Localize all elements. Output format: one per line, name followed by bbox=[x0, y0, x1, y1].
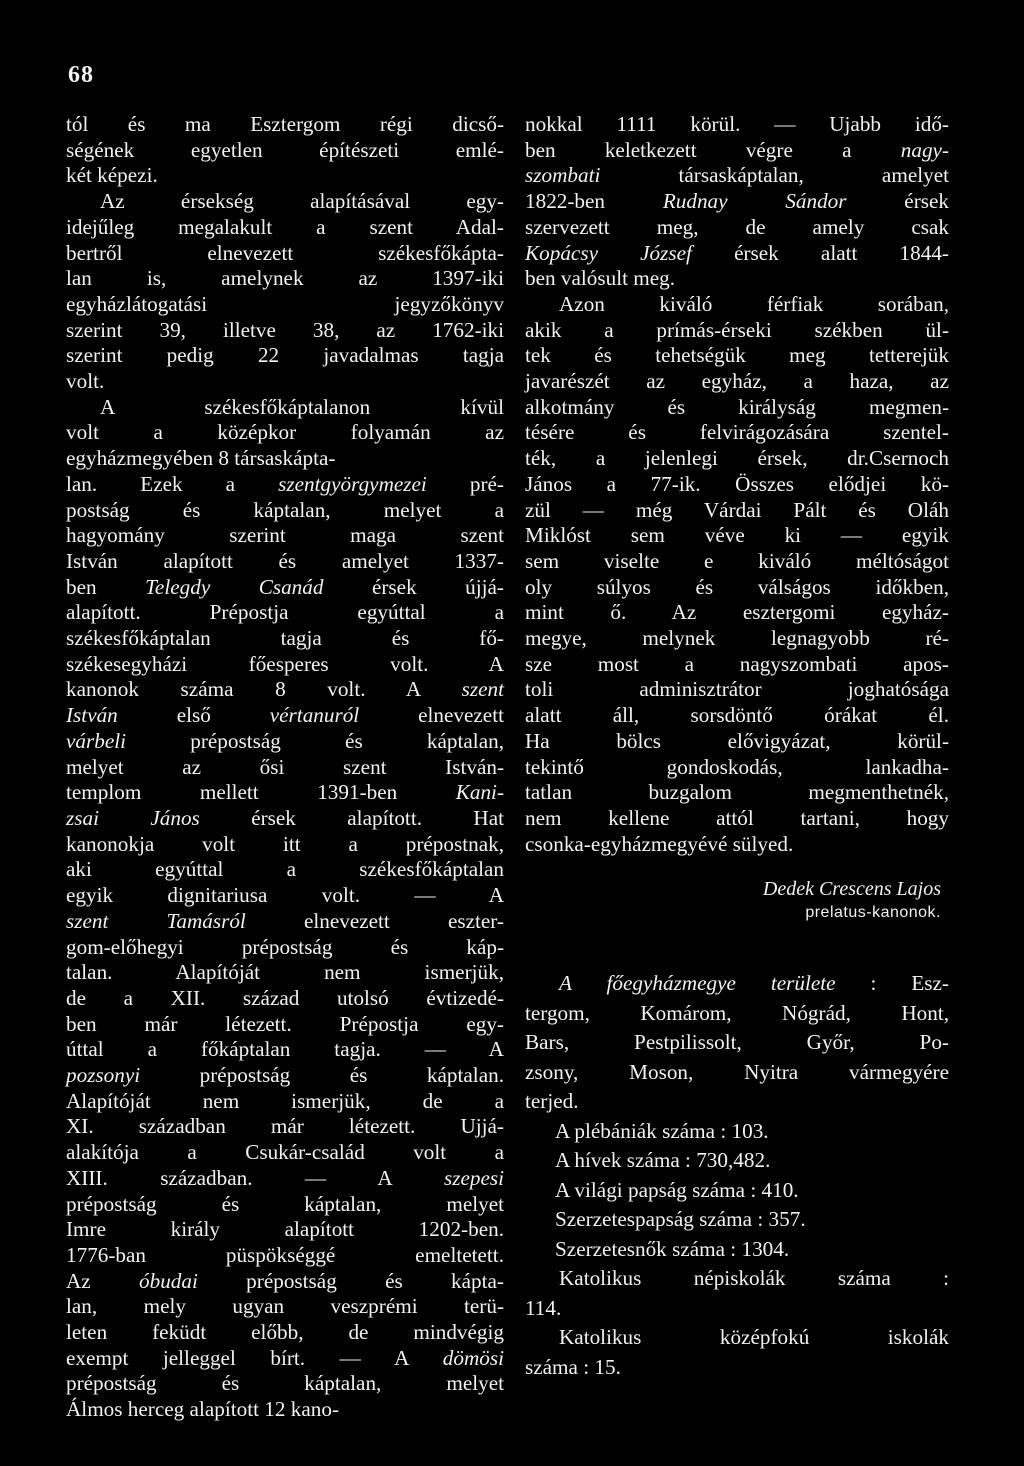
text-line bbox=[525, 549, 949, 575]
text-segment: tésére és felvirágozására szentel- bbox=[525, 420, 949, 445]
text-line bbox=[66, 575, 504, 601]
italic-text: zsai János bbox=[66, 805, 200, 830]
text-segment: Miklóst sem véve ki — egyik bbox=[525, 523, 949, 548]
text-line bbox=[66, 189, 504, 215]
stat-primary-schools-value: 114. bbox=[525, 1295, 562, 1320]
text-line bbox=[66, 343, 504, 369]
text-line bbox=[66, 857, 504, 883]
diocese-territory bbox=[525, 969, 949, 1117]
text-segment: ték, a jelenlegi érsek, dr.Csernoch bbox=[525, 446, 949, 471]
text-line bbox=[66, 292, 504, 318]
text-line bbox=[66, 241, 504, 267]
text-line bbox=[66, 1294, 504, 1320]
text-segment: : Esz- bbox=[835, 971, 949, 996]
stat-religious-clergy: Szerzetespapság száma : 357. bbox=[555, 1207, 806, 1232]
text-segment: ségének egyetlen építészeti emlé- bbox=[66, 137, 504, 162]
text-segment: idejűleg megalakult a szent Adal- bbox=[66, 214, 504, 239]
text-segment: kanonokja volt itt a prépostnak, bbox=[66, 831, 504, 856]
text-line bbox=[66, 498, 504, 524]
text-segment: oly súlyos és válságos időkben, bbox=[525, 574, 949, 599]
text-line bbox=[525, 575, 949, 601]
italic-text: Telegdy Csanád bbox=[145, 574, 324, 599]
text-line bbox=[525, 999, 949, 1029]
text-segment: egyházmegyében 8 társaskáptа- bbox=[66, 446, 336, 471]
stat-nuns: Szerzetesnők száma : 1304. bbox=[555, 1236, 790, 1261]
text-segment: érsek bbox=[846, 189, 950, 214]
text-segment: ben valósult meg. bbox=[525, 266, 676, 291]
text-line bbox=[525, 600, 949, 626]
text-line bbox=[525, 729, 949, 755]
text-line bbox=[525, 369, 949, 395]
text-segment: tól és ma Esztergom régi dicső- bbox=[66, 112, 504, 136]
text-segment: tatlan buzgalom megmenthetnék, bbox=[525, 780, 949, 805]
text-line bbox=[66, 1166, 504, 1192]
text-line bbox=[66, 138, 504, 164]
text-line bbox=[66, 755, 504, 781]
text-line bbox=[66, 266, 504, 292]
text-line bbox=[66, 163, 504, 189]
text-segment: XIII. században. — A bbox=[66, 1165, 444, 1190]
text-line bbox=[66, 369, 504, 395]
text-segment: Azon kiváló férfiak sorában, bbox=[559, 291, 949, 316]
text-segment: volt a középkor folyamán az bbox=[66, 420, 504, 445]
text-segment: Az bbox=[66, 1268, 140, 1293]
text-segment: sem viselte e kiváló méltóságot bbox=[525, 548, 949, 573]
text-segment: prépostság és káptalan, melyet bbox=[66, 1191, 504, 1216]
text-segment: Ha bölcs elővigyázat, körül- bbox=[525, 728, 949, 753]
text-segment: ben keletkezett végre a bbox=[525, 137, 901, 162]
italic-text: István bbox=[66, 703, 118, 728]
text-line bbox=[525, 472, 949, 498]
text-line bbox=[66, 1089, 504, 1115]
text-line bbox=[525, 446, 949, 472]
text-segment: prépostság és káptalan. bbox=[140, 1063, 504, 1088]
text-line bbox=[525, 1028, 949, 1058]
text-line bbox=[525, 677, 949, 703]
text-line bbox=[525, 266, 949, 292]
stat-parishes: A plébániák száma : 103. bbox=[555, 1118, 769, 1143]
italic-text: A főegyházmegye területe bbox=[559, 971, 836, 996]
text-segment: prépostság és káptalan, bbox=[126, 728, 504, 753]
text-segment: egyházlátogatási jegyzőkönyv bbox=[66, 291, 504, 316]
page-number: 68 bbox=[68, 62, 94, 88]
text-segment: volt. bbox=[66, 369, 105, 394]
text-segment: alapított. Prépostja egyúttal a bbox=[66, 600, 504, 625]
text-line bbox=[66, 703, 504, 729]
right-column bbox=[525, 112, 949, 1382]
text-line bbox=[525, 241, 949, 267]
text-segment: kanonok száma 8 volt. A bbox=[66, 677, 462, 702]
italic-text: Kopácsy József bbox=[525, 240, 692, 265]
text-segment: zsony, Moson, Nyitra vármegyére bbox=[525, 1059, 949, 1084]
text-segment: úttal a főkáptalan tagja. — A bbox=[66, 1037, 504, 1062]
italic-text: dömösi bbox=[442, 1345, 504, 1370]
text-line bbox=[525, 112, 949, 138]
text-line bbox=[66, 626, 504, 652]
text-line bbox=[525, 420, 949, 446]
italic-text: szent bbox=[461, 677, 504, 702]
text-segment: nem kellene attól tartani, hogy bbox=[525, 805, 949, 830]
text-segment: első bbox=[117, 703, 270, 728]
text-segment: társaskáptalan, amelyet bbox=[600, 163, 949, 188]
text-line bbox=[66, 806, 504, 832]
italic-text: szent Tamásról bbox=[66, 908, 246, 933]
text-line bbox=[66, 832, 504, 858]
text-segment: lan. Ezek a bbox=[66, 471, 279, 496]
text-segment: Imre király alapított 1202-ben. bbox=[66, 1217, 504, 1242]
text-line bbox=[525, 343, 949, 369]
text-line bbox=[66, 523, 504, 549]
text-segment: tek és tehetségük meg tetterejük bbox=[525, 343, 949, 368]
text-line bbox=[66, 600, 504, 626]
text-segment: javarészét az egyház, a haza, az bbox=[525, 369, 949, 394]
text-line bbox=[66, 909, 504, 935]
text-segment: elnevezett eszter- bbox=[245, 908, 504, 933]
text-line bbox=[66, 780, 504, 806]
text-segment: elnevezett bbox=[359, 703, 504, 728]
text-line bbox=[525, 969, 949, 999]
italic-text: nagy- bbox=[900, 137, 949, 162]
text-line bbox=[66, 1114, 504, 1140]
text-line bbox=[66, 1320, 504, 1346]
text-line bbox=[525, 318, 949, 344]
text-segment: leten feküdt előbb, de mindvégig bbox=[66, 1320, 504, 1345]
text-line bbox=[525, 292, 949, 318]
text-segment: toli adminisztrátor joghatósága bbox=[525, 677, 949, 702]
text-line bbox=[66, 112, 504, 138]
text-line bbox=[66, 677, 504, 703]
text-segment: hagyomány szerint maga szent bbox=[66, 523, 504, 548]
text-segment: tergom, Komárom, Nógrád, Hont, bbox=[525, 1000, 949, 1025]
text-line bbox=[66, 395, 504, 421]
text-segment: prépostság és káptalan, melyet bbox=[66, 1371, 504, 1396]
text-segment: lan is, amelynek az 1397-iki bbox=[66, 266, 504, 291]
text-segment: Alapítóját nem ismerjük, de a bbox=[66, 1088, 504, 1113]
text-segment: Bars, Pestpilissolt, Győr, Po- bbox=[525, 1030, 949, 1055]
text-segment: megye, melynek legnagyobb ré- bbox=[525, 626, 949, 651]
text-line bbox=[66, 1397, 504, 1423]
text-segment: akik a prímás-érseki székben ül- bbox=[525, 317, 949, 342]
stat-primary-schools-label: Katolikus népiskolák száma : bbox=[559, 1266, 949, 1291]
text-segment: lan, mely ugyan veszprémi terü- bbox=[66, 1294, 504, 1319]
text-segment: szervezett meg, de amely csak bbox=[525, 214, 949, 239]
text-line bbox=[66, 960, 504, 986]
signature bbox=[525, 877, 949, 925]
text-segment: János a 77-ik. Összes elődjei kö- bbox=[525, 471, 949, 496]
text-segment: tekintő gondoskodás, lankadha- bbox=[525, 754, 949, 779]
text-line bbox=[525, 626, 949, 652]
text-line bbox=[66, 935, 504, 961]
text-segment: 1822-ben bbox=[525, 189, 663, 214]
text-line bbox=[525, 189, 949, 215]
left-column bbox=[66, 112, 504, 1423]
text-line bbox=[66, 215, 504, 241]
text-segment: székesegyházi főesperes volt. A bbox=[66, 651, 504, 676]
italic-text: szombati bbox=[525, 163, 601, 188]
text-segment: egyik dignitariusa volt. — A bbox=[66, 883, 504, 908]
text-line bbox=[525, 1058, 949, 1088]
signature-title: prelatus-kanonok. bbox=[805, 904, 941, 922]
text-segment: érsek újjá- bbox=[323, 574, 504, 599]
text-line bbox=[66, 1217, 504, 1243]
text-line bbox=[66, 1269, 504, 1295]
text-line bbox=[525, 395, 949, 421]
text-segment: gom-előhegyi prépostság és káp- bbox=[66, 934, 504, 959]
text-segment: ben bbox=[66, 574, 146, 599]
text-line bbox=[66, 1346, 504, 1372]
italic-text: szepesi bbox=[443, 1165, 504, 1190]
text-segment: terjed. bbox=[525, 1089, 579, 1114]
text-line bbox=[525, 163, 949, 189]
stat-faithful: A hívek száma : 730,482. bbox=[555, 1148, 771, 1173]
text-segment: XI. században már létezett. Ujjá- bbox=[66, 1114, 504, 1139]
text-segment: István alapított és amelyet 1337- bbox=[66, 548, 504, 573]
text-line bbox=[66, 549, 504, 575]
stat-secondary-schools-value: száma : 15. bbox=[525, 1354, 621, 1379]
text-segment: bertről elnevezett székesfőkáptа- bbox=[66, 240, 504, 265]
text-segment: alatt áll, sorsdöntő órákat él. bbox=[525, 703, 949, 728]
text-segment: melyet az ősi szent István- bbox=[66, 754, 504, 779]
text-segment: szerint 39, illetve 38, az 1762-iki bbox=[66, 317, 504, 342]
text-line bbox=[525, 832, 949, 858]
text-line bbox=[66, 1037, 504, 1063]
text-segment: zül — még Várdai Pált és Oláh bbox=[525, 497, 949, 522]
text-line bbox=[525, 523, 949, 549]
text-line bbox=[66, 986, 504, 1012]
text-line bbox=[66, 1371, 504, 1397]
italic-text: várbeli bbox=[66, 728, 127, 753]
text-segment: szerint pedig 22 javadalmas tagja bbox=[66, 343, 504, 368]
text-line bbox=[66, 1243, 504, 1269]
text-segment: érsek alatt 1844- bbox=[691, 240, 949, 265]
italic-text: Kani- bbox=[455, 780, 504, 805]
diocese-statistics bbox=[525, 969, 949, 1382]
text-segment: postság és káptalan, melyet a bbox=[66, 497, 504, 522]
text-segment: alkotmány és királyság megmen- bbox=[525, 394, 949, 419]
text-line bbox=[66, 652, 504, 678]
right-column-text bbox=[525, 112, 949, 857]
text-segment: prépostság és káptа- bbox=[197, 1268, 504, 1293]
text-segment: aki egyúttal a székesfőkáptalan bbox=[66, 857, 504, 882]
text-segment: érsek alapított. Hat bbox=[199, 805, 504, 830]
text-line bbox=[525, 755, 949, 781]
text-segment: sze most a nagyszombati apos- bbox=[525, 651, 949, 676]
text-segment: székesfőkáptalan tagja és fő- bbox=[66, 626, 504, 651]
text-segment: két képezi. bbox=[66, 163, 158, 188]
text-line bbox=[66, 446, 504, 472]
text-line bbox=[525, 780, 949, 806]
text-line bbox=[66, 729, 504, 755]
text-segment: mint ő. Az esztergomi egyház- bbox=[525, 600, 949, 625]
italic-text: Rudnay Sándor bbox=[662, 189, 847, 214]
text-line bbox=[66, 1140, 504, 1166]
text-segment: templom mellett 1391-ben bbox=[66, 780, 456, 805]
text-segment: alakítója a Csukár-család volt a bbox=[66, 1140, 504, 1165]
italic-text: vértanuról bbox=[269, 703, 360, 728]
text-line bbox=[525, 652, 949, 678]
text-line bbox=[66, 472, 504, 498]
text-segment: ben már létezett. Prépostja egy- bbox=[66, 1011, 504, 1036]
text-line bbox=[525, 1087, 949, 1117]
text-segment: pré- bbox=[426, 471, 504, 496]
text-segment: exempt jelleggel bírt. — A bbox=[66, 1345, 443, 1370]
text-segment: nokkal 1111 körül. — Ujabb idő- bbox=[525, 112, 949, 136]
text-segment: Álmos herceg alapított 12 kano- bbox=[66, 1397, 340, 1422]
italic-text: pozsonyi bbox=[66, 1063, 141, 1088]
text-segment: 1776-ban püspökséggé emeltetett. bbox=[66, 1242, 504, 1267]
text-segment: talan. Alapítóját nem ismerjük, bbox=[66, 960, 504, 985]
text-line bbox=[66, 1192, 504, 1218]
text-segment: csonka-egyházmegyévé sülyed. bbox=[525, 831, 794, 856]
text-line bbox=[525, 703, 949, 729]
text-line bbox=[66, 883, 504, 909]
text-line bbox=[66, 318, 504, 344]
italic-text: szentgyörgymezei bbox=[278, 471, 427, 496]
italic-text: óbudai bbox=[139, 1268, 198, 1293]
text-line bbox=[525, 138, 949, 164]
stat-secular-clergy: A világi papság száma : 410. bbox=[555, 1177, 799, 1202]
text-segment: A székesfőkáptalanon kívül bbox=[100, 394, 504, 419]
text-line bbox=[525, 215, 949, 241]
text-line bbox=[525, 498, 949, 524]
text-line bbox=[66, 420, 504, 446]
text-segment: Az érsekség alapításával egy- bbox=[100, 189, 504, 214]
stat-secondary-schools-label: Katolikus középfokú iskolák bbox=[559, 1325, 949, 1350]
text-line bbox=[66, 1063, 504, 1089]
text-segment: de a XII. század utolsó évtizedé- bbox=[66, 985, 504, 1010]
text-line bbox=[525, 806, 949, 832]
text-line bbox=[66, 1012, 504, 1038]
signature-name: Dedek Crescens Lajos bbox=[762, 878, 941, 901]
